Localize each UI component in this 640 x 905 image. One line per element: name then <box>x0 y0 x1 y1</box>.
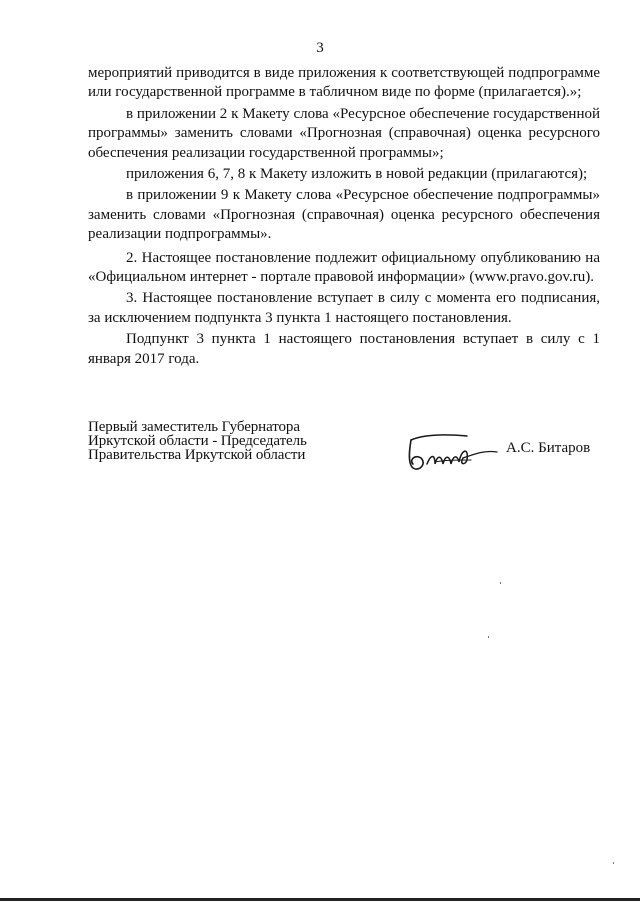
paragraph-7: Подпункт 3 пункта 1 настоящего постановления вступает в силу с 1 января 2017 года. <box>88 331 600 367</box>
signatory-position-line-2: Иркутской области - Председатель <box>88 433 307 449</box>
handwritten-signature <box>405 430 505 475</box>
paragraph-6: 3. Настоящее постановление вступает в силу с момента его подписания, за исключением подпункта 3 пункта 1 настоящего постановления. <box>88 290 600 326</box>
page-number: 3 <box>316 40 324 56</box>
paragraph-1: мероприятий приводится в виде приложения к соответствующей подпрограмме или государственной программе в табличном виде по форме (прилагается).»; <box>88 65 600 101</box>
scan-bottom-edge <box>0 898 640 901</box>
paragraph-2: в приложении 2 к Макету слова «Ресурсное обеспечение государственной программы» заменить словами «Прогнозная (справочная) оценка ресурсного обеспечения реализации государственной программы»; <box>88 105 600 161</box>
paragraph-4: в приложении 9 к Макету слова «Ресурсное обеспечение подпрограммы» заменить словами «Прогнозная (справочная) оценка ресурсного обеспечения реализации подпрограммы». <box>88 187 600 243</box>
scan-speck <box>613 862 614 864</box>
signatory-name: А.С. Битаров <box>506 440 591 456</box>
document-body <box>88 64 600 371</box>
signatory-position-line-3: Правительства Иркутской области <box>88 447 306 463</box>
signatory-position <box>88 420 307 462</box>
paragraph-5: 2. Настоящее постановление подлежит официальному опубликованию на «Официальном интернет - портале правовой информации» (www.pravo.gov.ru). <box>88 249 600 286</box>
scan-speck <box>500 582 501 584</box>
scan-speck <box>488 636 489 638</box>
signatory-position-line-1: Первый заместитель Губернатора <box>88 419 300 435</box>
paragraph-3: приложения 6, 7, 8 к Макету изложить в новой редакции (прилагаются); <box>126 166 588 183</box>
